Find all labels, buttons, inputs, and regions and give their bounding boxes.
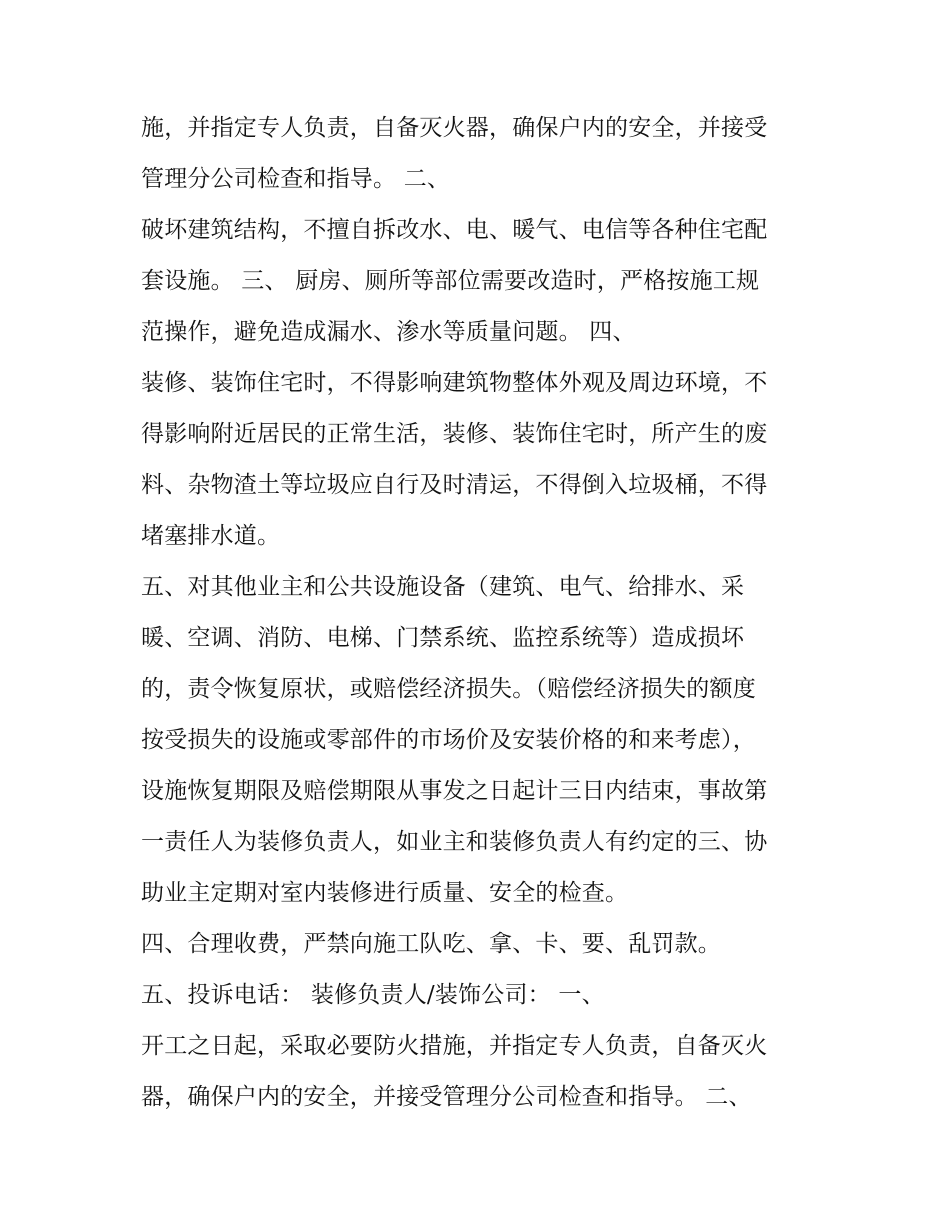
text-line: 范操作，避免造成漏水、渗水等质量问题。 四、 [141,319,636,345]
text-line: 开工之日起，采取必要防火措施，并指定专人负责，自备灭火 [141,1033,768,1059]
text-line: 助业主定期对室内装修进行质量、安全的检查。 [141,880,629,906]
text-line: 器，确保户内的安全，并接受管理分公司检查和指导。 二、 [141,1084,752,1110]
text-line: 四、合理收费，严禁向施工队吃、拿、卡、要、乱罚款。 [141,931,721,957]
text-line: 施，并指定专人负责，自备灭火器，确保户内的安全，并接受 [141,115,768,141]
text-line: 一责任人为装修负责人，如业主和装修负责人有约定的三、协 [141,829,768,855]
text-line: 装修、装饰住宅时，不得影响建筑物整体外观及周边环境，不 [141,370,768,396]
text-line: 得影响附近居民的正常生活，装修、装饰住宅时，所产生的废 [141,421,768,447]
text-line: 五、投诉电话： 装修负责人/装饰公司： 一、 [141,982,605,1008]
text-line: 设施恢复期限及赔偿期限从事发之日起计三日内结束，事故第 [141,778,768,804]
text-line: 按受损失的设施或零部件的市场价及安装价格的和来考虑）， [141,727,756,753]
text-line: 的，责令恢复原状，或赔偿经济损失。（赔偿经济损失的额度 [141,676,756,702]
text-line: 五、对其他业主和公共设施设备（建筑、电气、给排水、采 [141,574,745,600]
text-line: 管理分公司检查和指导。 二、 [141,166,451,192]
text-line: 料、杂物渣土等垃圾应自行及时清运，不得倒入垃圾桶，不得 [141,472,768,498]
text-line: 套设施。 三、 厨房、厕所等部位需要改造时，严格按施工规 [141,268,760,294]
text-line: 破坏建筑结构，不擅自拆改水、电、暖气、电信等各种住宅配 [141,217,768,243]
document-body [141,103,821,1123]
text-line: 暖、空调、消防、电梯、门禁系统、监控系统等）造成损坏 [141,625,745,651]
text-line: 堵塞排水道。 [141,523,281,549]
